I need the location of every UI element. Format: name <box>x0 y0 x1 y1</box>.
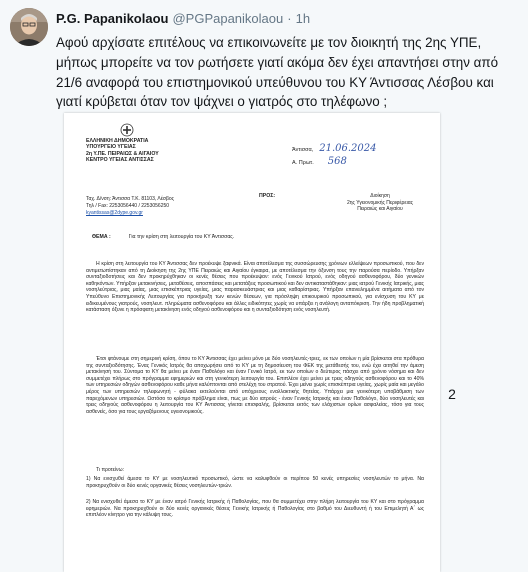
avatar-photo-icon <box>10 8 48 46</box>
issuer-line: ΥΠΟΥΡΓΕΙΟ ΥΓΕΙΑΣ <box>86 144 136 151</box>
user-handle[interactable]: @PGPapanikolaou <box>172 11 284 26</box>
place-label: Άντισσα, <box>292 147 314 153</box>
recipient-line: 2ης Υγειονομικής Περιφέρειας <box>346 199 414 206</box>
image-page-count-badge[interactable]: 2 <box>448 386 456 402</box>
recipient-line: Πειραιώς και Αιγαίου <box>357 206 403 212</box>
place-date-block <box>292 143 376 169</box>
proposals-label: Τι προτείνω: <box>96 467 124 473</box>
separator-dot: · <box>287 11 292 26</box>
issuer-line: 2η Υ.ΠΕ. ΠΕΙΡΑΙΩΣ & ΑΙΓΑΙΟΥ <box>86 150 159 157</box>
recipient-block <box>340 193 420 213</box>
subject-label: ΘΕΜΑ : <box>92 234 111 240</box>
proposal-item-2: 2) Να ενισχυθεί άμεσα το ΚΥ με έναν ιατρό Γενικής Ιατρικής ή Παθολογίας, που θα συμμετέχει στην πλήρη λειτουργία του ΚΥ και στο πρόγραμμα εφημεριών. Να προκηρυχθούν οι δύο κενές οργανικές θέσεις Γενικής Ιατρικής ή Παθολογίας στο βαθμό του Διευθυντή ή του Επιμελητή Α΄ ως επιπλέον κίνητρο για την κάλυψη τους. <box>86 499 424 519</box>
recipient-label: ΠΡΟΣ: <box>259 193 276 199</box>
tweet-header <box>56 11 310 26</box>
attached-document-image[interactable] <box>64 113 440 572</box>
handwritten-protocol-number: 568 <box>327 156 347 167</box>
address-block <box>86 196 174 216</box>
tweet-time[interactable]: 1h <box>295 11 311 26</box>
body-paragraph-1: Η κρίση στη λειτουργία του ΚΥ Άντισσας δεν προέκυψε ξαφνικά. Είναι αποτέλεσμα της συσσώρευσης χρόνιων ελλείψεων προσωπικού, που δεν αντιμετωπίστηκαν από τη Διοίκηση της 2ης ΥΠΕ Πειραιώς και Αιγαίου έγκαιρα, με αποτέλεσμα την όξυνση τους την παρούσα περίοδο. Υπήρξαν συνταξιοδοτήσεις και δεν προκηρύχθηκαν οι κενές θέσεις που προέκυψαν: ενός Γενικού Ιατρού, ενός οδηγού ασθενοφόρου, δύο γενικών καθηκόντων. Υπήρξαν μετακινήσεις, μεταθέσεις, αποσπάσεις και μετατάξεις προσωπικού και δεν αντικαταστάθηκαν: μιας ιατρού Γενικής Ιατρικής, μιας νοσηλεύτριας, μιας μαίας, μιας επισκέπτριας υγείας, μιας παρασκευάστριας και μιας καθαρίστριας. Υπήρξαν επανειλημμένα αιτήματα από τον Υπεύθυνο Επιστημονικής Λειτουργίας για προκήρυξη των κενών θέσεων, για πρόσληψη επικουρικού προσωπικού, για ενίσχυση του ΚΥ με ειδικευμένους γιατρούς, νοσηλευτ. πληρώματα ασθενοφόρου και άλλες ειδικότητες χωρίς να υπάρξει η ανάλογη ανταπόκριση. Την ήδη προβληματική κατάσταση όξυνε η πρόσφατη μετακίνηση ενός οδηγού ασθενοφόρου και η συνταξιοδότηση ενός νοσηλευτή. <box>86 261 424 314</box>
address-line: Τηλ / Fax: 2253056440 / 2253056250 <box>86 202 170 209</box>
greek-emblem-icon <box>120 123 134 137</box>
issuer-block <box>86 138 159 164</box>
subject-text: Για την κρίση στη λειτουργία του ΚΥ Άντισσας. <box>128 234 235 240</box>
issuer-line: ΕΛΛΗΝΙΚΗ ΔΗΜΟΚΡΑΤΙΑ <box>86 138 149 144</box>
proposal-item-1: 1) Να ενισχυθεί άμεσα το ΚΥ με νοσηλευτικό προσωπικό, ώστε να καλυφθούν οι περίπου 50 κενές υπηρεσίες νοσηλευτών το μήνα. Να προκηρυχθούν οι δύο κενές οργανικές θέσεις νοσηλευτών-τριών. <box>86 476 424 489</box>
subject-line <box>92 234 234 240</box>
user-name[interactable]: P.G. Papanikolaou <box>56 11 169 26</box>
address-line: Ταχ. Δ/νση: Άντισσα Τ.Κ. 81103, Λέσβος <box>86 196 175 202</box>
tweet-text: Αφού αρχίσατε επιτέλους να επικοινωνείτε με τον διοικητή της 2ης ΥΠΕ, μήπως μπορείτε να τον ρωτήσετε γιατί ακόμα δεν έχει απαντήσει στην από 21/6 αναφορά του επιστημονικού υπεύθυνου του ΚΥ Άντισσας Λέσβου και γιατί κρύβεται όταν τον ψάχνει ο γιατρός στο τηλέφωνο ; <box>56 35 499 110</box>
email-link: kyantissas@2dype.gov.gr <box>86 209 143 216</box>
avatar[interactable] <box>10 8 48 46</box>
handwritten-date: 21.06.2024 <box>319 143 377 154</box>
recipient-line: Διοίκηση <box>370 193 390 199</box>
body-paragraph-2: Έτσι φτάνουμε στη σημερινή κρίση, όπου το ΚΥ Άντισσας έχει μείνει μόνο με δύο νοσηλευτές-τριες, εκ των οποίων η μία βρίσκεται στα πρόθυρα της συνταξιοδότησης. Ένας Γενικός Ιατρός θα αποχωρήσει από το ΚΥ με τη δημοσίευση του ΦΕΚ της μετάθεσής του, ενώ έχει αιτηθεί την άμεση μετακίνησή του. Σύντομα το ΚΥ θα μείνει με έναν Παθολόγο και έναν Γενικό Ιατρό, εκ των οποίων ο δεύτερος πάσχει από χρόνιο νόσημα και δεν συμμετέχει πλήρως στο πρόγραμμα εφημεριών και στη γενικότερη λειτουργία του. Επιπλέον έχει μείνει με τρεις οδηγούς ασθενοφόρου και το 40% των υπηρεσιών οδηγών ασθενοφόρου καθε μήνα καλύπτονται από στελέχη του στρατού. Έχει μείνει χωρίς επισκέπτρια υγείας, χωρίς μαία και μεγάλο μέρος των υπηρεσιών τηλεφωνητή - φύλακα εκτελούνται από υπόχρεους εναλλακτικής θητείας. Υπάρχει μια γενικότερη υποβάθμιση των παρεχόμενων υπηρεσιών. Ωστόσο το κρίσιμο πρόβλημα είναι, πως με δύο ιατρούς - έναν Γενικής Ιατρικής και έναν Παθολόγο, δύο νοσηλευτές και τρεις οδηγούς ασθενοφόρου η λειτουργία του ΚΥ Άντισσας γίνεται επισφαλής, βρίσκεται εκτός των ελάχιστων ορίων ασφαλείας, τόσο για τους ασθενείς, όσο για τους εργαζόμενους υγειονομικούς. <box>86 356 424 415</box>
issuer-line: ΚΕΝΤΡΟ ΥΓΕΙΑΣ ΑΝΤΙΣΣΑΣ <box>86 157 154 164</box>
protocol-label: Α. Πρωτ. <box>292 160 314 166</box>
